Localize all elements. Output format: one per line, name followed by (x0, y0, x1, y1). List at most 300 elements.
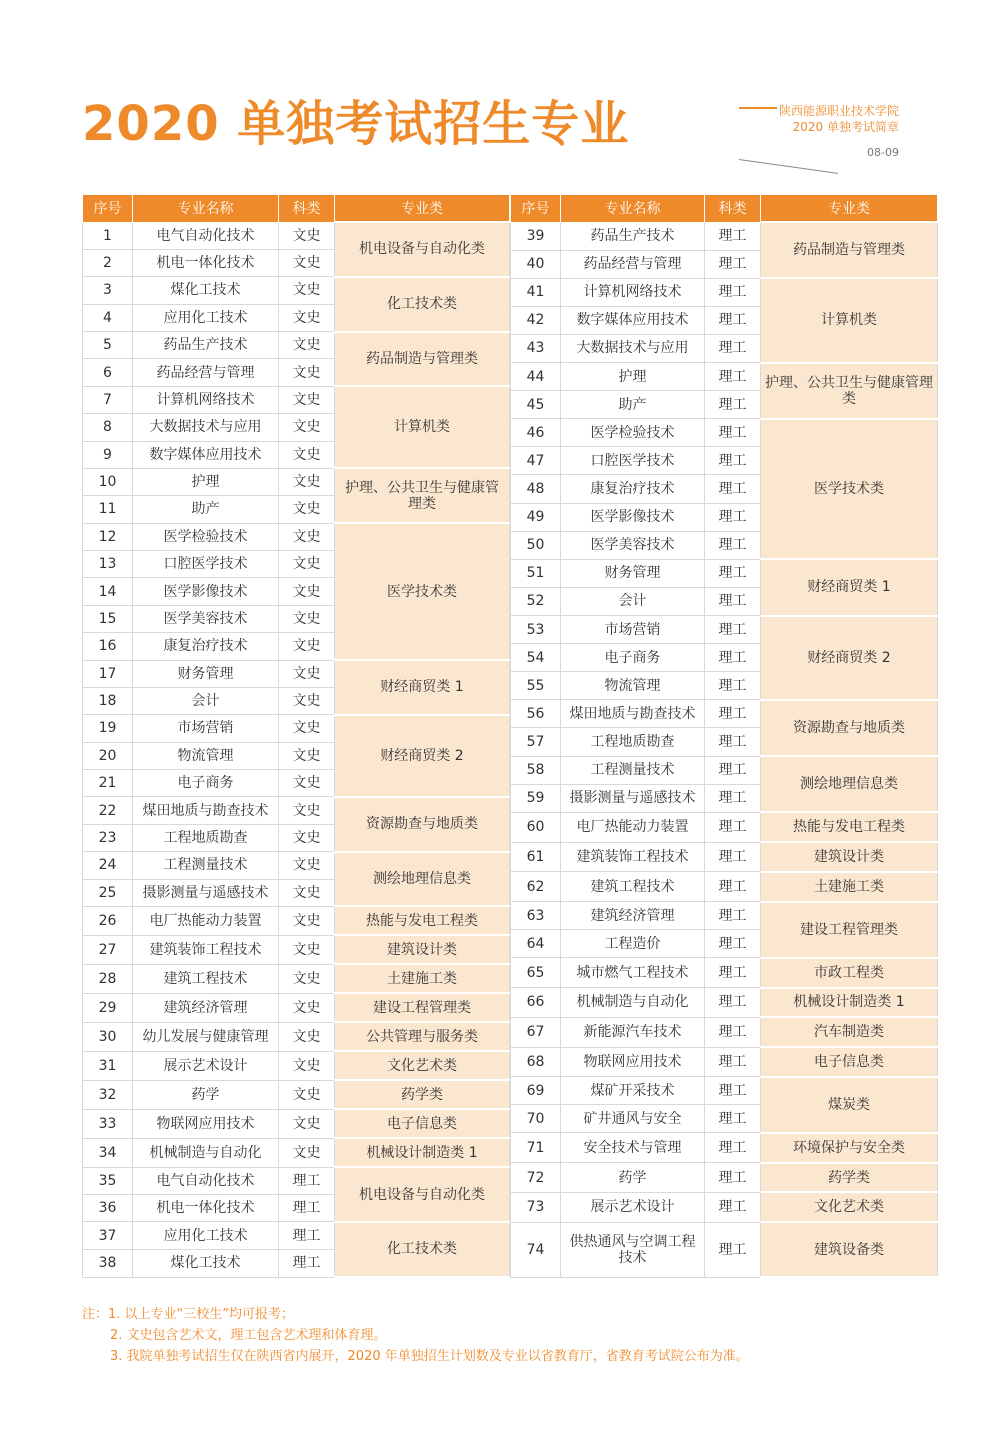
brand-block (739, 103, 899, 161)
subject-type: 文史 (279, 935, 335, 964)
major-category: 药品制造与管理类 (335, 332, 510, 387)
major-category: 医学技术类 (761, 419, 938, 560)
major-table-right (510, 194, 938, 1278)
major-name: 会计 (133, 687, 279, 714)
major-category: 建筑设计类 (335, 935, 510, 964)
major-name: 药品生产技术 (133, 332, 279, 359)
major-name: 应用化工技术 (133, 304, 279, 331)
row-number: 39 (511, 222, 561, 250)
subject-type: 文史 (279, 1109, 335, 1138)
subject-type: 文史 (279, 249, 335, 276)
row-number: 28 (83, 964, 133, 993)
row-number: 11 (83, 496, 133, 523)
table-row (511, 222, 938, 250)
major-category: 测绘地理信息类 (761, 756, 938, 812)
major-name: 矿井通风与安全 (561, 1105, 705, 1133)
major-name: 助产 (133, 496, 279, 523)
major-name: 工程测量技术 (561, 756, 705, 784)
major-category: 化工技术类 (335, 1222, 510, 1277)
row-number: 17 (83, 660, 133, 687)
subject-type: 理工 (705, 531, 761, 559)
note-1: 注：1. 以上专业“三校生”均可报考； (82, 1307, 295, 1322)
major-name: 电厂热能动力装置 (561, 812, 705, 842)
subject-type: 文史 (279, 797, 335, 824)
row-number: 38 (83, 1249, 133, 1277)
subject-type: 理工 (705, 700, 761, 728)
major-category: 汽车制造类 (761, 1017, 938, 1047)
major-name: 电厂热能动力装置 (133, 906, 279, 935)
row-number: 27 (83, 935, 133, 964)
table-row (511, 1192, 938, 1222)
subject-type: 理工 (705, 902, 761, 930)
row-number: 45 (511, 391, 561, 419)
header-no: 序号 (83, 195, 133, 223)
major-category: 测绘地理信息类 (335, 852, 510, 907)
row-number: 25 (83, 879, 133, 906)
major-name: 机电一体化技术 (133, 249, 279, 276)
row-number: 49 (511, 503, 561, 531)
major-name: 机械制造与自动化 (133, 1138, 279, 1167)
table-row (83, 1167, 510, 1194)
major-name: 机电一体化技术 (133, 1195, 279, 1222)
table-row (511, 278, 938, 306)
row-number: 8 (83, 414, 133, 441)
major-category: 热能与发电工程类 (761, 812, 938, 842)
major-name: 电气自动化技术 (133, 222, 279, 249)
header-no: 序号 (511, 195, 561, 223)
row-number: 70 (511, 1105, 561, 1133)
table-row (83, 1022, 510, 1051)
major-name: 计算机网络技术 (133, 386, 279, 413)
table-row (83, 993, 510, 1022)
table-row (511, 1017, 938, 1047)
row-number: 7 (83, 386, 133, 413)
row-number: 54 (511, 644, 561, 672)
major-name: 煤化工技术 (133, 277, 279, 304)
table-row (511, 1163, 938, 1193)
table-row (511, 1077, 938, 1105)
table-row (511, 363, 938, 391)
row-number: 2 (83, 249, 133, 276)
brand-subtitle: 2020 单独考试简章 (792, 120, 899, 134)
note-2: 2. 文史包含艺术文，理工包含艺术理和体育理。 (110, 1328, 387, 1343)
major-name: 摄影测量与遥感技术 (561, 784, 705, 812)
row-number: 47 (511, 447, 561, 475)
table-row (83, 715, 510, 742)
major-name: 城市燃气工程技术 (561, 958, 705, 988)
major-name: 机械制造与自动化 (561, 988, 705, 1018)
major-category: 财经商贸类 2 (335, 715, 510, 797)
note-3: 3. 我院单独考试招生仅在陕西省内展开，2020 年单独招生计划数及专业以省教育厅，省教育考试院公布为准。 (110, 1349, 749, 1364)
subject-type: 文史 (279, 1051, 335, 1080)
row-number: 57 (511, 728, 561, 756)
subject-type: 理工 (705, 672, 761, 700)
major-name: 财务管理 (561, 559, 705, 587)
major-name: 护理 (133, 468, 279, 495)
table-row (83, 1080, 510, 1109)
subject-type: 理工 (705, 1105, 761, 1133)
major-category: 市政工程类 (761, 958, 938, 988)
major-category: 电子信息类 (335, 1109, 510, 1138)
header-category: 专业类 (761, 195, 938, 223)
major-category: 公共管理与服务类 (335, 1022, 510, 1051)
subject-type: 文史 (279, 414, 335, 441)
subject-type: 文史 (279, 824, 335, 851)
subject-type: 理工 (705, 503, 761, 531)
table-row (511, 872, 938, 902)
row-number: 26 (83, 906, 133, 935)
table-row (511, 842, 938, 872)
major-category: 土建施工类 (335, 964, 510, 993)
major-category: 建设工程管理类 (335, 993, 510, 1022)
subject-type: 理工 (705, 391, 761, 419)
row-number: 69 (511, 1077, 561, 1105)
row-number: 1 (83, 222, 133, 249)
major-category: 药品制造与管理类 (761, 222, 938, 278)
major-name: 药学 (133, 1080, 279, 1109)
major-category: 文化艺术类 (761, 1192, 938, 1222)
row-number: 56 (511, 700, 561, 728)
major-name: 煤田地质与勘查技术 (133, 797, 279, 824)
major-category: 机械设计制造类 1 (335, 1138, 510, 1167)
major-category: 机电设备与自动化类 (335, 222, 510, 277)
row-number: 3 (83, 277, 133, 304)
major-name: 建筑经济管理 (561, 902, 705, 930)
major-name: 建筑工程技术 (133, 964, 279, 993)
subject-type: 理工 (279, 1222, 335, 1249)
table-row (83, 222, 510, 249)
major-name: 药品生产技术 (561, 222, 705, 250)
header-category: 专业类 (335, 195, 510, 223)
subject-type: 理工 (705, 1077, 761, 1105)
major-name: 药品经营与管理 (133, 359, 279, 386)
subject-type: 文史 (279, 468, 335, 495)
subject-type: 理工 (705, 1192, 761, 1222)
row-number: 72 (511, 1163, 561, 1193)
subject-type: 文史 (279, 633, 335, 660)
page-title: 2020 单独考试招生专业 (82, 96, 630, 152)
row-number: 15 (83, 605, 133, 632)
major-category: 建筑设备类 (761, 1222, 938, 1277)
major-category: 药学类 (761, 1163, 938, 1193)
subject-type: 文史 (279, 660, 335, 687)
subject-type: 文史 (279, 715, 335, 742)
header-type: 科类 (705, 195, 761, 223)
row-number: 24 (83, 852, 133, 879)
major-name: 大数据技术与应用 (133, 414, 279, 441)
major-category: 护理、公共卫生与健康管理类 (335, 468, 510, 523)
row-number: 64 (511, 930, 561, 958)
table-row (83, 797, 510, 824)
subject-type: 理工 (705, 222, 761, 250)
major-name: 电气自动化技术 (133, 1167, 279, 1194)
subject-type: 理工 (705, 1047, 761, 1077)
row-number: 46 (511, 419, 561, 447)
row-number: 58 (511, 756, 561, 784)
major-category: 土建施工类 (761, 872, 938, 902)
subject-type: 文史 (279, 332, 335, 359)
major-category: 机电设备与自动化类 (335, 1167, 510, 1222)
major-name: 医学美容技术 (133, 605, 279, 632)
subject-type: 文史 (279, 304, 335, 331)
major-category: 资源勘查与地质类 (335, 797, 510, 852)
major-name: 口腔医学技术 (133, 551, 279, 578)
major-category: 财经商贸类 2 (761, 616, 938, 700)
table-row (511, 902, 938, 930)
major-name: 建筑工程技术 (561, 872, 705, 902)
row-number: 44 (511, 363, 561, 391)
row-number: 59 (511, 784, 561, 812)
major-name: 财务管理 (133, 660, 279, 687)
table-row (511, 1047, 938, 1077)
subject-type: 文史 (279, 523, 335, 550)
row-number: 10 (83, 468, 133, 495)
major-category: 建筑设计类 (761, 842, 938, 872)
major-name: 工程测量技术 (133, 852, 279, 879)
major-name: 药学 (561, 1163, 705, 1193)
subject-type: 理工 (705, 1017, 761, 1047)
major-name: 展示艺术设计 (133, 1051, 279, 1080)
major-name: 助产 (561, 391, 705, 419)
table-row (511, 616, 938, 644)
major-name: 会计 (561, 587, 705, 615)
subject-type: 理工 (705, 842, 761, 872)
major-name: 应用化工技术 (133, 1222, 279, 1249)
table-row (83, 935, 510, 964)
table-row (83, 386, 510, 413)
table-row (83, 852, 510, 879)
row-number: 73 (511, 1192, 561, 1222)
subject-type: 理工 (705, 958, 761, 988)
major-name: 市场营销 (133, 715, 279, 742)
row-number: 35 (83, 1167, 133, 1194)
subject-type: 文史 (279, 222, 335, 249)
row-number: 6 (83, 359, 133, 386)
subject-type: 理工 (279, 1167, 335, 1194)
major-category: 资源勘查与地质类 (761, 700, 938, 756)
row-number: 67 (511, 1017, 561, 1047)
subject-type: 文史 (279, 687, 335, 714)
row-number: 9 (83, 441, 133, 468)
major-category: 护理、公共卫生与健康管理类 (761, 363, 938, 419)
subject-type: 理工 (705, 1163, 761, 1193)
row-number: 37 (83, 1222, 133, 1249)
brand-school-name: 陕西能源职业技术学院 (778, 104, 899, 118)
major-name: 数字媒体应用技术 (133, 441, 279, 468)
subject-type: 文史 (279, 1080, 335, 1109)
major-category: 财经商贸类 1 (761, 559, 938, 615)
subject-type: 理工 (705, 334, 761, 362)
major-name: 建筑经济管理 (133, 993, 279, 1022)
major-category: 机械设计制造类 1 (761, 988, 938, 1018)
row-number: 52 (511, 587, 561, 615)
major-name: 物联网应用技术 (133, 1109, 279, 1138)
row-number: 22 (83, 797, 133, 824)
row-number: 29 (83, 993, 133, 1022)
subject-type: 文史 (279, 605, 335, 632)
table-row (83, 1109, 510, 1138)
row-number: 19 (83, 715, 133, 742)
major-name: 电子商务 (133, 770, 279, 797)
table-row (511, 812, 938, 842)
major-name: 数字媒体应用技术 (561, 306, 705, 334)
table-row (511, 419, 938, 447)
table-row (83, 1051, 510, 1080)
major-category: 化工技术类 (335, 277, 510, 332)
table-row (83, 660, 510, 687)
subject-type: 理工 (705, 644, 761, 672)
major-category: 药学类 (335, 1080, 510, 1109)
header-name: 专业名称 (133, 195, 279, 223)
subject-type: 理工 (705, 728, 761, 756)
major-category: 计算机类 (335, 386, 510, 468)
table-row (511, 1133, 938, 1163)
row-number: 42 (511, 306, 561, 334)
row-number: 63 (511, 902, 561, 930)
subject-type: 理工 (279, 1249, 335, 1277)
table-row (511, 988, 938, 1018)
subject-type: 理工 (705, 930, 761, 958)
major-name: 康复治疗技术 (561, 475, 705, 503)
subject-type: 理工 (705, 447, 761, 475)
row-number: 13 (83, 551, 133, 578)
footnotes (82, 1304, 942, 1367)
major-name: 医学美容技术 (561, 531, 705, 559)
subject-type: 文史 (279, 496, 335, 523)
subject-type: 文史 (279, 1022, 335, 1051)
row-number: 23 (83, 824, 133, 851)
subject-type: 理工 (705, 988, 761, 1018)
major-name: 新能源汽车技术 (561, 1017, 705, 1047)
row-number: 71 (511, 1133, 561, 1163)
major-name: 电子商务 (561, 644, 705, 672)
major-name: 医学影像技术 (133, 578, 279, 605)
subject-type: 理工 (705, 278, 761, 306)
row-number: 40 (511, 250, 561, 278)
subject-type: 理工 (705, 587, 761, 615)
major-name: 煤化工技术 (133, 1249, 279, 1277)
major-name: 护理 (561, 363, 705, 391)
subject-type: 理工 (705, 559, 761, 587)
major-category: 医学技术类 (335, 523, 510, 660)
subject-type: 文史 (279, 993, 335, 1022)
major-name: 物联网应用技术 (561, 1047, 705, 1077)
major-name: 煤矿开采技术 (561, 1077, 705, 1105)
subject-type: 文史 (279, 852, 335, 879)
row-number: 20 (83, 742, 133, 769)
major-name: 物流管理 (561, 672, 705, 700)
row-number: 51 (511, 559, 561, 587)
subject-type: 文史 (279, 906, 335, 935)
subject-type: 理工 (705, 419, 761, 447)
table-row (83, 523, 510, 550)
row-number: 48 (511, 475, 561, 503)
header-type: 科类 (279, 195, 335, 223)
table-row (511, 958, 938, 988)
major-name: 供热通风与空调工程技术 (561, 1222, 705, 1277)
major-name: 医学影像技术 (561, 503, 705, 531)
subject-type: 理工 (705, 872, 761, 902)
subject-type: 理工 (705, 1133, 761, 1163)
subject-type: 文史 (279, 964, 335, 993)
row-number: 33 (83, 1109, 133, 1138)
subject-type: 理工 (705, 1222, 761, 1277)
major-category: 财经商贸类 1 (335, 660, 510, 715)
major-name: 市场营销 (561, 616, 705, 644)
major-table-left (82, 194, 510, 1278)
table-row (83, 1138, 510, 1167)
major-name: 幼儿发展与健康管理 (133, 1022, 279, 1051)
subject-type: 文史 (279, 1138, 335, 1167)
major-name: 摄影测量与遥感技术 (133, 879, 279, 906)
row-number: 60 (511, 812, 561, 842)
page-number: 08-09 (867, 146, 899, 159)
subject-type: 文史 (279, 551, 335, 578)
major-name: 大数据技术与应用 (561, 334, 705, 362)
row-number: 12 (83, 523, 133, 550)
table-row (511, 700, 938, 728)
table-row (83, 332, 510, 359)
row-number: 65 (511, 958, 561, 988)
row-number: 32 (83, 1080, 133, 1109)
subject-type: 理工 (705, 250, 761, 278)
subject-type: 文史 (279, 359, 335, 386)
row-number: 43 (511, 334, 561, 362)
brand-divider-line (739, 159, 838, 174)
subject-type: 文史 (279, 578, 335, 605)
row-number: 74 (511, 1222, 561, 1277)
subject-type: 理工 (705, 616, 761, 644)
major-category: 计算机类 (761, 278, 938, 362)
major-name: 物流管理 (133, 742, 279, 769)
major-category: 电子信息类 (761, 1047, 938, 1077)
subject-type: 理工 (279, 1195, 335, 1222)
subject-type: 文史 (279, 770, 335, 797)
table-row (511, 559, 938, 587)
table-row (511, 1222, 938, 1277)
row-number: 14 (83, 578, 133, 605)
row-number: 62 (511, 872, 561, 902)
row-number: 68 (511, 1047, 561, 1077)
major-name: 医学检验技术 (133, 523, 279, 550)
subject-type: 文史 (279, 386, 335, 413)
row-number: 18 (83, 687, 133, 714)
table-row (83, 277, 510, 304)
subject-type: 理工 (705, 784, 761, 812)
row-number: 55 (511, 672, 561, 700)
table-row (83, 468, 510, 495)
table-row (511, 756, 938, 784)
major-name: 工程造价 (561, 930, 705, 958)
row-number: 21 (83, 770, 133, 797)
table-row (83, 1222, 510, 1249)
subject-type: 文史 (279, 742, 335, 769)
major-name: 建筑装饰工程技术 (561, 842, 705, 872)
row-number: 31 (83, 1051, 133, 1080)
major-category: 热能与发电工程类 (335, 906, 510, 935)
row-number: 34 (83, 1138, 133, 1167)
row-number: 5 (83, 332, 133, 359)
major-name: 医学检验技术 (561, 419, 705, 447)
subject-type: 理工 (705, 306, 761, 334)
major-name: 工程地质勘查 (133, 824, 279, 851)
major-name: 康复治疗技术 (133, 633, 279, 660)
header-name: 专业名称 (561, 195, 705, 223)
subject-type: 文史 (279, 441, 335, 468)
major-tables (82, 194, 936, 1278)
subject-type: 文史 (279, 879, 335, 906)
major-name: 安全技术与管理 (561, 1133, 705, 1163)
